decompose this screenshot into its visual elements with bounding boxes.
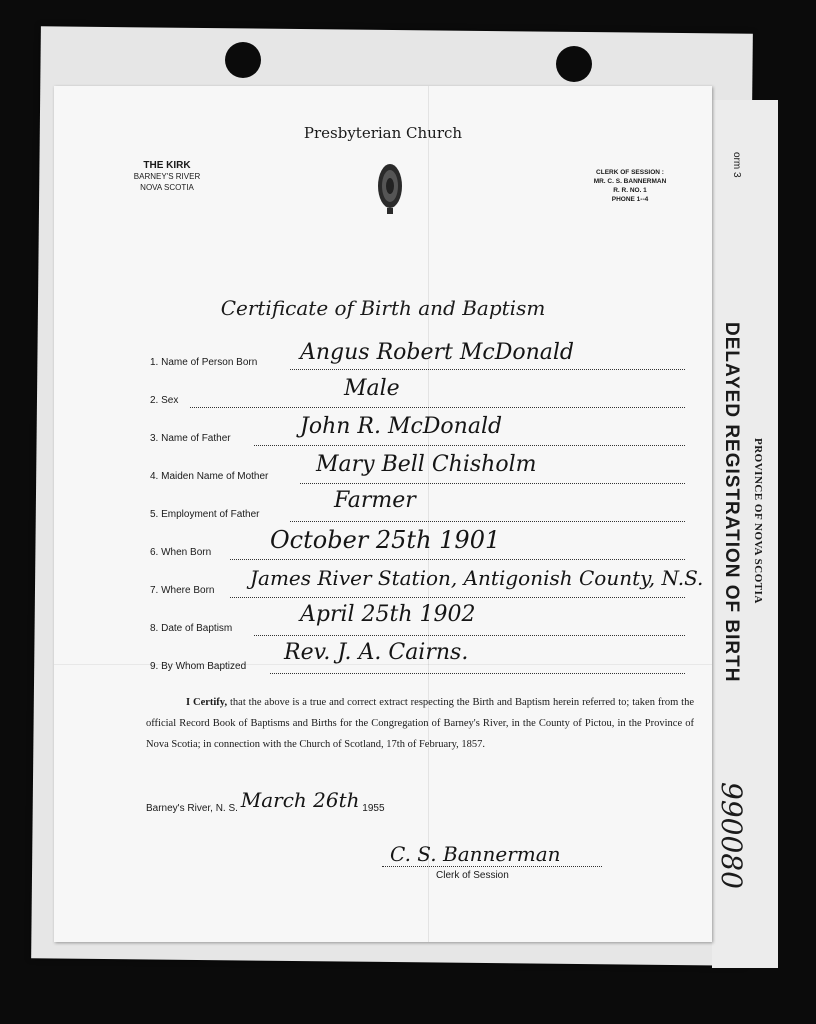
clerk-signature: C. S. Bannerman [390,842,561,866]
field-baptized-by [150,640,685,674]
clerk-info [570,168,690,204]
kirk-location: BARNEY'S RIVER [133,172,201,181]
field-value: Male [344,376,400,401]
field-label: 2. Sex [150,395,179,406]
field-value: Mary Bell Chisholm [316,452,537,477]
place-year: 1955 [362,803,385,814]
certify-body: that the above is a true and correct extract respecting the Birth and Baptism herein referred to; taken from the official Record Book of Baptisms and Births for the Congregation of Barney's River, in the County of Pictou, in the Province of Nova Scotia; in connection with the Church of Scotland, 17th of February, 1857. [146,697,694,750]
field-line [290,368,685,370]
church-seal-icon [376,160,404,216]
clerk-name: MR. C. S. BANNERMAN [593,178,667,185]
field-value: Rev. J. A. Cairns. [284,640,469,665]
field-when-born [150,526,685,560]
field-value: Angus Robert McDonald [300,340,574,365]
field-line [290,520,685,522]
kirk-name: THE KIRK [143,160,191,171]
punch-hole-right [556,46,592,82]
clerk-route: R. R. NO. 1 [613,187,647,194]
field-value: October 25th 1901 [270,526,501,554]
field-sex [150,376,685,408]
certificate-title: Certificate of Birth and Baptism [220,296,546,320]
field-label: 7. Where Born [150,585,215,596]
field-label: 5. Employment of Father [150,509,260,520]
signature-line [382,866,602,867]
church-name: Presbyterian Church [303,124,463,142]
field-value: James River Station, Antigonish County, N.S. [250,566,704,590]
field-baptism-date [150,602,685,636]
province-label: PROVINCE OF NOVA SCOTIA [752,438,764,604]
field-label: 1. Name of Person Born [150,357,258,368]
field-employment [150,488,685,522]
field-line [190,406,685,408]
kirk-address [112,160,222,193]
form-number: orm 3 [731,152,742,178]
field-line [230,596,685,598]
field-label: 9. By Whom Baptized [150,661,247,672]
field-value: John R. McDonald [300,414,503,439]
field-label: 6. When Born [150,547,212,558]
punch-hole-left [225,42,261,78]
certify-lead: I Certify, [186,697,228,708]
field-line [270,672,685,674]
field-label: 4. Maiden Name of Mother [150,471,269,482]
field-value: Farmer [334,488,416,513]
kirk-province: NOVA SCOTIA [140,183,194,192]
place-label: Barney's River, N. S. [146,803,238,814]
clerk-label: Clerk of Session [436,870,509,881]
place-date-handwritten: March 26th [240,788,360,812]
registration-number: 990080 [715,782,748,889]
field-value: April 25th 1902 [300,602,476,627]
field-label: 8. Date of Baptism [150,623,233,634]
delayed-registration-stamp: DELAYED REGISTRATION OF BIRTH [721,322,742,683]
field-mother [150,452,685,484]
field-line [300,482,685,484]
clerk-phone: PHONE 1--4 [611,196,649,203]
certification-text [146,692,694,755]
field-father [150,414,685,446]
field-label: 3. Name of Father [150,433,231,444]
field-where-born [150,566,704,598]
place-date [146,788,385,816]
certificate [54,86,712,942]
field-line [254,444,685,446]
clerk-title: CLERK OF SESSION : [596,169,664,176]
field-name-born [150,340,685,370]
field-line [254,634,685,636]
field-line [230,558,685,560]
